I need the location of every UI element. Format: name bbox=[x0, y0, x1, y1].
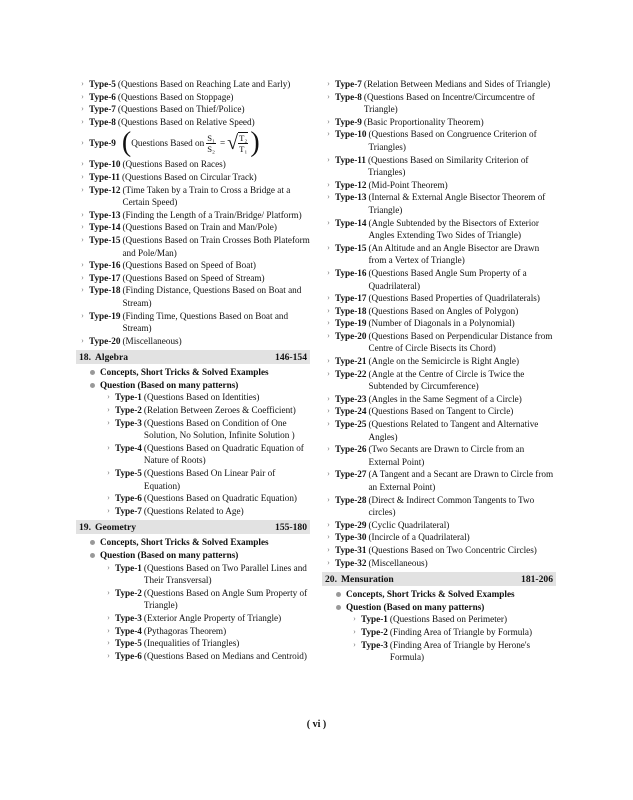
chevron-right-icon: › bbox=[107, 468, 110, 478]
chevron-right-icon: › bbox=[327, 557, 330, 567]
chevron-right-icon: › bbox=[81, 91, 84, 101]
chevron-right-icon: › bbox=[327, 91, 330, 101]
square-root-symbol: √ bbox=[227, 132, 239, 155]
page-range: 181-206 bbox=[521, 573, 553, 585]
right-column bbox=[322, 78, 556, 664]
chevron-right-icon: › bbox=[327, 444, 330, 454]
chevron-right-icon: › bbox=[327, 79, 330, 88]
list-item: › Type-9 (Basic Proportionality Theorem) bbox=[322, 116, 556, 129]
page-number: ( vi ) bbox=[306, 719, 327, 730]
list-item: › Type-18 (Finding Distance, Questions Based on Boat and Stream) bbox=[76, 284, 310, 309]
list-item: › Type-24 (Questions Based on Tangent to Circle) bbox=[322, 405, 556, 418]
list-item: › Type-15 (Questions Based on Train Crosses Both Plateform and Pole/Man) bbox=[76, 234, 310, 259]
chevron-right-icon: › bbox=[81, 116, 84, 126]
concepts-bullet: Concepts, Short Tricks & Solved Examples bbox=[76, 366, 310, 379]
list-item: › Type-7 (Questions Related to Age) bbox=[102, 505, 310, 518]
chevron-right-icon: › bbox=[327, 129, 330, 139]
list-item: › Type-20 (Questions Based on Perpendicular Distance from Centre of Circle Bisects its Chord) bbox=[322, 330, 556, 355]
chevron-right-icon: › bbox=[107, 562, 110, 572]
list-item: › Type-25 (Questions Related to Tangent and Alternative Angles) bbox=[322, 418, 556, 443]
list-item: › Type-13 (Finding the Length of a Train/Bridge/ Platform) bbox=[76, 209, 310, 222]
list-item: › Type-7 (Relation Between Medians and Sides of Triangle) bbox=[322, 78, 556, 91]
questions-bullet: Question (Based on many patterns) bbox=[76, 379, 310, 392]
chevron-right-icon: › bbox=[327, 519, 330, 529]
list-item: › Type-4 (Questions Based on Quadratic Equation of Nature of Roots) bbox=[102, 442, 310, 467]
chevron-right-icon: › bbox=[81, 222, 84, 232]
list-item: › Type-16 (Questions Based on Speed of Boat) bbox=[76, 259, 310, 272]
chevron-right-icon: › bbox=[107, 392, 110, 402]
list-item: › Type-11 (Questions Based on Similarity Criterion of Triangles) bbox=[322, 154, 556, 179]
list-item: › Type-30 (Incircle of a Quadrilateral) bbox=[322, 531, 556, 544]
list-item: › Type-17 (Questions Based on Speed of Stream) bbox=[76, 272, 310, 285]
chevron-right-icon: › bbox=[353, 639, 356, 649]
list-item-type9: › Type-9 ( Questions Based on $\frac{\text{S₁}}{\text{S₂}}$ = √ $\frac{\text{T₂}}{\text{T₁}}$ ) bbox=[76, 128, 310, 158]
chevron-right-icon: › bbox=[81, 159, 84, 169]
section-header-mensuration: 20. Mensuration 181-206 bbox=[322, 572, 556, 586]
chevron-right-icon: › bbox=[81, 335, 84, 345]
chevron-right-icon: › bbox=[81, 310, 84, 320]
list-item: › Type-3 (Questions Based on Condition of One Solution, No Solution, Infinite Solution ) bbox=[102, 417, 310, 442]
section-header-algebra: 18. Algebra 146-154 bbox=[76, 350, 310, 364]
list-item: › Type-16 (Questions Based Angle Sum Property of a Quadrilateral) bbox=[322, 267, 556, 292]
list-item: › Type-3 (Exterior Angle Property of Triangle) bbox=[102, 612, 310, 625]
list-item: › Type-1 (Questions Based on Perimeter) bbox=[348, 613, 556, 626]
chevron-right-icon: › bbox=[327, 305, 330, 315]
list-item: › Type-8 (Questions Based on Incentre/Circumcentre of Triangle) bbox=[322, 91, 556, 116]
list-item: › Type-1 (Questions Based on Identities) bbox=[102, 391, 310, 404]
list-item: › Type-13 (Internal & External Angle Bisector Theorem of Triangle) bbox=[322, 191, 556, 216]
chevron-right-icon: › bbox=[327, 154, 330, 164]
chevron-right-icon: › bbox=[107, 505, 110, 515]
chevron-right-icon: › bbox=[81, 285, 84, 295]
list-item: › Type-4 (Pythagoras Theorem) bbox=[102, 625, 310, 638]
chevron-right-icon: › bbox=[107, 625, 110, 635]
list-item: › Type-1 (Questions Based on Two Parallel Lines and Their Transversal) bbox=[102, 562, 310, 587]
bullet-icon bbox=[336, 592, 341, 597]
chevron-right-icon: › bbox=[107, 587, 110, 597]
left-column bbox=[76, 78, 310, 662]
list-item: › Type-12 (Mid-Point Theorem) bbox=[322, 179, 556, 192]
list-item: › Type-6 (Questions Based on Medians and Centroid) bbox=[102, 650, 310, 663]
list-item: › Type-5 (Questions Based on Reaching Late and Early) bbox=[76, 78, 310, 91]
bullet-icon bbox=[90, 370, 95, 375]
chevron-right-icon: › bbox=[81, 234, 84, 244]
chevron-right-icon: › bbox=[327, 293, 330, 303]
list-item: › Type-6 (Questions Based on Quadratic Equation) bbox=[102, 492, 310, 505]
chevron-right-icon: › bbox=[107, 405, 110, 415]
chevron-right-icon: › bbox=[107, 493, 110, 503]
list-item: › Type-17 (Questions Based Properties of Quadrilaterals) bbox=[322, 292, 556, 305]
list-item: › Type-12 (Time Taken by a Train to Cross a Bridge at a Certain Speed) bbox=[76, 184, 310, 209]
bullet-icon bbox=[90, 553, 95, 558]
list-item: › Type-27 (A Tangent and a Secant are Drawn to Circle from an External Point) bbox=[322, 468, 556, 493]
chevron-right-icon: › bbox=[327, 242, 330, 252]
page-range: 146-154 bbox=[275, 351, 307, 363]
list-item: › Type-21 (Angle on the Semicircle is Right Angle) bbox=[322, 355, 556, 368]
list-item: › Type-23 (Angles in the Same Segment of a Circle) bbox=[322, 393, 556, 406]
mensuration-type-list bbox=[322, 613, 556, 663]
questions-bullet: Question (Based on many patterns) bbox=[76, 549, 310, 562]
list-item: › Type-19 (Number of Diagonals in a Polynomial) bbox=[322, 317, 556, 330]
list-item: › Type-32 (Miscellaneous) bbox=[322, 557, 556, 570]
list-item: › Type-8 (Questions Based on Relative Speed) bbox=[76, 116, 310, 129]
chevron-right-icon: › bbox=[327, 544, 330, 554]
chevron-right-icon: › bbox=[81, 79, 84, 88]
chevron-right-icon: › bbox=[107, 638, 110, 648]
chevron-right-icon: › bbox=[81, 138, 84, 148]
list-item: › Type-5 (Inequalities of Triangles) bbox=[102, 637, 310, 650]
list-item: › Type-29 (Cyclic Quadrilateral) bbox=[322, 519, 556, 532]
list-item: › Type-19 (Finding Time, Questions Based on Boat and Stream) bbox=[76, 310, 310, 335]
concepts-bullet: Concepts, Short Tricks & Solved Examples bbox=[322, 588, 556, 601]
chevron-right-icon: › bbox=[327, 419, 330, 429]
chevron-right-icon: › bbox=[81, 209, 84, 219]
list-item: › Type-10 (Questions Based on Congruence Criterion of Triangles) bbox=[322, 128, 556, 153]
page-range: 155-180 bbox=[275, 521, 307, 533]
bullet-icon bbox=[90, 540, 95, 545]
list-item: › Type-18 (Questions Based on Angles of Polygon) bbox=[322, 305, 556, 318]
chevron-right-icon: › bbox=[81, 171, 84, 181]
chevron-right-icon: › bbox=[327, 318, 330, 328]
list-item: › Type-20 (Miscellaneous) bbox=[76, 335, 310, 348]
list-item: › Type-10 (Questions Based on Races) bbox=[76, 158, 310, 171]
list-item: › Type-15 (An Altitude and an Angle Bisector are Drawn from a Vertex of Triangle) bbox=[322, 242, 556, 267]
questions-bullet: Question (Based on many patterns) bbox=[322, 601, 556, 614]
chevron-right-icon: › bbox=[327, 356, 330, 366]
chevron-right-icon: › bbox=[327, 116, 330, 126]
chevron-right-icon: › bbox=[327, 406, 330, 416]
chevron-right-icon: › bbox=[327, 494, 330, 504]
algebra-type-list bbox=[76, 391, 310, 517]
chevron-right-icon: › bbox=[107, 612, 110, 622]
list-item: › Type-7 (Questions Based on Thief/Police) bbox=[76, 103, 310, 116]
bullet-icon bbox=[336, 605, 341, 610]
list-item: › Type-3 (Finding Area of Triangle by Herone's Formula) bbox=[348, 639, 556, 664]
list-item: › Type-11 (Questions Based on Circular Track) bbox=[76, 171, 310, 184]
chevron-right-icon: › bbox=[327, 267, 330, 277]
list-item: › Type-2 (Relation Between Zeroes & Coefficient) bbox=[102, 404, 310, 417]
chevron-right-icon: › bbox=[107, 650, 110, 660]
chevron-right-icon: › bbox=[107, 442, 110, 452]
chevron-right-icon: › bbox=[327, 469, 330, 479]
list-item: › Type-5 (Questions Based On Linear Pair of Equation) bbox=[102, 467, 310, 492]
list-item: › Type-14 (Questions Based on Train and Man/Pole) bbox=[76, 221, 310, 234]
chevron-right-icon: › bbox=[327, 217, 330, 227]
list-item: › Type-14 (Angle Subtended by the Bisectors of Exterior Angles Extending Two Sides of Triangle) bbox=[322, 217, 556, 242]
chevron-right-icon: › bbox=[81, 184, 84, 194]
chevron-right-icon: › bbox=[327, 330, 330, 340]
section-header-geometry: 19. Geometry 155-180 bbox=[76, 520, 310, 534]
list-item: › Type-31 (Questions Based on Two Concentric Circles) bbox=[322, 544, 556, 557]
chevron-right-icon: › bbox=[327, 179, 330, 189]
chevron-right-icon: › bbox=[327, 192, 330, 202]
chevron-right-icon: › bbox=[81, 272, 84, 282]
bullet-icon bbox=[90, 383, 95, 388]
list-item: › Type-26 (Two Secants are Drawn to Circle from an External Point) bbox=[322, 443, 556, 468]
speed-time-formula: ( Questions Based on $\frac{\text{S₁}}{\text{S₂}}$ = √ $\frac{\text{T₂}}{\text{T₁}}$ ) bbox=[121, 127, 260, 159]
chevron-right-icon: › bbox=[353, 626, 356, 636]
chevron-right-icon: › bbox=[81, 104, 84, 114]
chevron-right-icon: › bbox=[327, 393, 330, 403]
list-item: › Type-22 (Angle at the Centre of Circle is Twice the Subtended by Circumference) bbox=[322, 368, 556, 393]
geometry-type-list bbox=[76, 562, 310, 663]
chevron-right-icon: › bbox=[107, 417, 110, 427]
list-item: › Type-2 (Questions Based on Angle Sum Property of Triangle) bbox=[102, 587, 310, 612]
list-item: › Type-6 (Questions Based on Stoppage) bbox=[76, 91, 310, 104]
chevron-right-icon: › bbox=[81, 260, 84, 270]
chevron-right-icon: › bbox=[327, 532, 330, 542]
list-item: › Type-28 (Direct & Indirect Common Tangents to Two circles) bbox=[322, 494, 556, 519]
chevron-right-icon: › bbox=[353, 614, 356, 624]
list-item: › Type-2 (Finding Area of Triangle by Formula) bbox=[348, 626, 556, 639]
chevron-right-icon: › bbox=[327, 368, 330, 378]
concepts-bullet: Concepts, Short Tricks & Solved Examples bbox=[76, 536, 310, 549]
